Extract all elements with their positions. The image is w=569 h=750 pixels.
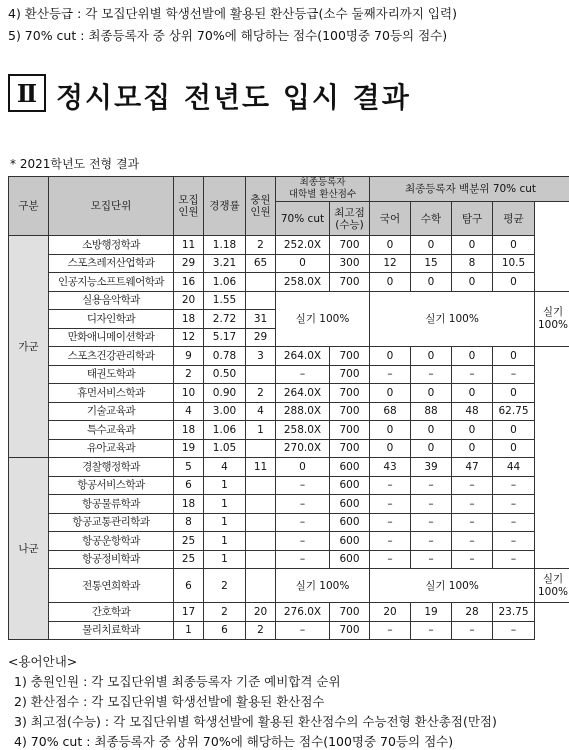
average-cell: 0 (493, 347, 535, 366)
korean-cell: – (370, 365, 411, 384)
table-row (9, 273, 569, 292)
extra-cell (246, 550, 276, 569)
practical-percentile-cell: 실기 100% (370, 291, 535, 347)
max-cell: 700 (330, 273, 370, 292)
practical-score-cell: 실기 100% (276, 569, 370, 603)
korean-cell: – (370, 476, 411, 495)
table-row (9, 254, 569, 273)
quota-cell: 18 (174, 495, 204, 514)
korean-cell: – (370, 532, 411, 551)
unit-name: 인공지능소프트웨어학과 (49, 273, 174, 292)
inquiry-cell: – (452, 495, 493, 514)
quota-cell: 8 (174, 513, 204, 532)
average-cell: – (493, 532, 535, 551)
korean-cell: – (370, 513, 411, 532)
max-cell: 700 (330, 421, 370, 440)
header-unit: 모집단위 (49, 177, 174, 236)
competition-cell: 1 (204, 550, 246, 569)
unit-name: 만화애니메이션학과 (49, 328, 174, 347)
table-row (9, 532, 569, 551)
korean-cell: 68 (370, 402, 411, 421)
extra-cell: 20 (246, 603, 276, 622)
competition-cell: 4 (204, 458, 246, 477)
table-row (9, 621, 569, 640)
average-cell: – (493, 365, 535, 384)
cut-cell: – (276, 513, 330, 532)
max-cell: 600 (330, 476, 370, 495)
extra-cell (246, 291, 276, 310)
max-cell: 700 (330, 621, 370, 640)
competition-cell: 6 (204, 621, 246, 640)
math-cell: 0 (411, 439, 452, 458)
inquiry-cell: 47 (452, 458, 493, 477)
competition-cell: 3.00 (204, 402, 246, 421)
quota-cell: 20 (174, 291, 204, 310)
header-math: 수학 (411, 202, 452, 236)
quota-cell: 25 (174, 532, 204, 551)
unit-name: 전통연희학과 (49, 569, 174, 603)
cut-cell: 288.0X (276, 402, 330, 421)
unit-name: 항공서비스학과 (49, 476, 174, 495)
korean-cell: 0 (370, 439, 411, 458)
quota-cell: 16 (174, 273, 204, 292)
top-note-4: 4) 환산등급 : 각 모집단위별 학생선발에 활용된 환산등급(소수 둘째자리까지 입력) (8, 4, 457, 22)
practical-average-cell: 실기 100% (535, 569, 569, 603)
cut-cell: 252.0X (276, 236, 330, 255)
unit-name: 항공운항학과 (49, 532, 174, 551)
math-cell: – (411, 495, 452, 514)
table-row (9, 384, 569, 403)
math-cell: 0 (411, 347, 452, 366)
table-row (9, 569, 569, 603)
competition-cell: 1.05 (204, 439, 246, 458)
competition-cell: 1 (204, 476, 246, 495)
inquiry-cell: 8 (452, 254, 493, 273)
quota-cell: 18 (174, 421, 204, 440)
table-row (9, 550, 569, 569)
inquiry-cell: – (452, 476, 493, 495)
cut-cell: – (276, 495, 330, 514)
header-final-score: 최종등록자 대학별 환산점수 (276, 177, 370, 202)
korean-cell: 0 (370, 384, 411, 403)
competition-cell: 1 (204, 513, 246, 532)
unit-name: 실용음악학과 (49, 291, 174, 310)
inquiry-cell: – (452, 621, 493, 640)
top-note-5: 5) 70% cut : 최종등록자 중 상위 70%에 해당하는 점수(100명중 70등의 점수) (8, 26, 447, 44)
competition-cell: 1 (204, 532, 246, 551)
cut-cell: – (276, 476, 330, 495)
max-cell: 700 (330, 402, 370, 421)
table-row (9, 458, 569, 477)
korean-cell: – (370, 621, 411, 640)
unit-name: 항공정비학과 (49, 550, 174, 569)
unit-name: 물리치료학과 (49, 621, 174, 640)
quota-cell: 2 (174, 365, 204, 384)
extra-cell (246, 569, 276, 603)
table-row (9, 291, 569, 310)
extra-cell: 2 (246, 384, 276, 403)
unit-name: 디자인학과 (49, 310, 174, 329)
math-cell: – (411, 532, 452, 551)
quota-cell: 29 (174, 254, 204, 273)
competition-cell: 2 (204, 603, 246, 622)
inquiry-cell: 0 (452, 384, 493, 403)
inquiry-cell: 0 (452, 421, 493, 440)
header-average: 평균 (493, 202, 535, 236)
average-cell: 44 (493, 458, 535, 477)
header-inquiry: 탐구 (452, 202, 493, 236)
quota-cell: 17 (174, 603, 204, 622)
max-cell: 700 (330, 439, 370, 458)
math-cell: – (411, 550, 452, 569)
average-cell: – (493, 621, 535, 640)
max-cell: 700 (330, 347, 370, 366)
cut-cell: 264.0X (276, 384, 330, 403)
korean-cell: 12 (370, 254, 411, 273)
inquiry-cell: 0 (452, 273, 493, 292)
math-cell: 0 (411, 384, 452, 403)
unit-name: 항공물류학과 (49, 495, 174, 514)
cut-cell: – (276, 621, 330, 640)
average-cell: 10.5 (493, 254, 535, 273)
inquiry-cell: – (452, 532, 493, 551)
quota-cell: 11 (174, 236, 204, 255)
math-cell: 0 (411, 273, 452, 292)
math-cell: 15 (411, 254, 452, 273)
table-row (9, 476, 569, 495)
table-row (9, 421, 569, 440)
unit-name: 소방행정학과 (49, 236, 174, 255)
inquiry-cell: 0 (452, 439, 493, 458)
max-cell: 700 (330, 603, 370, 622)
average-cell: – (493, 513, 535, 532)
table-row (9, 439, 569, 458)
cut-cell: 258.0X (276, 273, 330, 292)
unit-name: 태권도학과 (49, 365, 174, 384)
extra-cell: 65 (246, 254, 276, 273)
unit-name: 휴먼서비스학과 (49, 384, 174, 403)
section-numeral: Ⅱ (8, 74, 46, 112)
cut-cell: 0 (276, 254, 330, 273)
header-extra: 충원 인원 (246, 177, 276, 236)
korean-cell: 0 (370, 347, 411, 366)
extra-cell (246, 439, 276, 458)
competition-cell: 1.55 (204, 291, 246, 310)
quota-cell: 1 (174, 621, 204, 640)
average-cell: – (493, 550, 535, 569)
unit-name: 경찰행정학과 (49, 458, 174, 477)
max-cell: 600 (330, 495, 370, 514)
competition-cell: 1.18 (204, 236, 246, 255)
math-cell: – (411, 476, 452, 495)
competition-cell: 2 (204, 569, 246, 603)
korean-cell: – (370, 495, 411, 514)
korean-cell: 0 (370, 421, 411, 440)
math-cell: – (411, 365, 452, 384)
unit-name: 특수교육과 (49, 421, 174, 440)
admission-results-table (8, 176, 569, 640)
inquiry-cell: 0 (452, 347, 493, 366)
quota-cell: 9 (174, 347, 204, 366)
quota-cell: 18 (174, 310, 204, 329)
header-group: 구분 (9, 177, 49, 236)
cut-cell: 0 (276, 458, 330, 477)
competition-cell: 3.21 (204, 254, 246, 273)
extra-cell: 11 (246, 458, 276, 477)
max-cell: 600 (330, 458, 370, 477)
group-label: 가군 (9, 236, 49, 458)
korean-cell: 0 (370, 273, 411, 292)
cut-cell: 276.0X (276, 603, 330, 622)
quota-cell: 4 (174, 402, 204, 421)
quota-cell: 6 (174, 569, 204, 603)
inquiry-cell: 0 (452, 236, 493, 255)
math-cell: – (411, 621, 452, 640)
korean-cell: 0 (370, 236, 411, 255)
extra-cell: 29 (246, 328, 276, 347)
average-cell: 0 (493, 384, 535, 403)
table-row (9, 236, 569, 255)
unit-name: 항공교통관리학과 (49, 513, 174, 532)
inquiry-cell: 48 (452, 402, 493, 421)
inquiry-cell: 28 (452, 603, 493, 622)
table-subtitle: * 2021학년도 전형 결과 (10, 155, 139, 172)
header-quota: 모집 인원 (174, 177, 204, 236)
unit-name: 스포츠레저산업학과 (49, 254, 174, 273)
max-cell: 700 (330, 236, 370, 255)
header-korean: 국어 (370, 202, 411, 236)
quota-cell: 19 (174, 439, 204, 458)
korean-cell: – (370, 550, 411, 569)
unit-name: 기술교육과 (49, 402, 174, 421)
korean-cell: 20 (370, 603, 411, 622)
header-row-1 (9, 177, 569, 202)
competition-cell: 5.17 (204, 328, 246, 347)
math-cell: – (411, 513, 452, 532)
unit-name: 간호학과 (49, 603, 174, 622)
max-cell: 700 (330, 384, 370, 403)
average-cell: 23.75 (493, 603, 535, 622)
competition-cell: 0.50 (204, 365, 246, 384)
extra-cell (246, 513, 276, 532)
extra-cell (246, 273, 276, 292)
competition-cell: 0.78 (204, 347, 246, 366)
cut-cell: – (276, 532, 330, 551)
average-cell: 62.75 (493, 402, 535, 421)
competition-cell: 2.72 (204, 310, 246, 329)
table-row (9, 513, 569, 532)
extra-cell: 31 (246, 310, 276, 329)
table-row (9, 347, 569, 366)
glossary-item-2: 2) 환산점수 : 각 모집단위별 학생선발에 활용된 환산점수 (14, 692, 325, 710)
inquiry-cell: – (452, 513, 493, 532)
competition-cell: 1.06 (204, 421, 246, 440)
glossary-item-1: 1) 충원인원 : 각 모집단위별 최종등록자 기준 예비합격 순위 (14, 672, 341, 690)
cut-cell: – (276, 365, 330, 384)
practical-score-cell: 실기 100% (276, 291, 370, 347)
average-cell: 0 (493, 236, 535, 255)
extra-cell: 2 (246, 236, 276, 255)
max-cell: 600 (330, 532, 370, 551)
practical-percentile-cell: 실기 100% (370, 569, 535, 603)
quota-cell: 10 (174, 384, 204, 403)
header-competition: 경쟁률 (204, 177, 246, 236)
header-max-score: 최고점 (수능) (330, 202, 370, 236)
quota-cell: 6 (174, 476, 204, 495)
max-cell: 300 (330, 254, 370, 273)
extra-cell (246, 476, 276, 495)
glossary-item-4: 4) 70% cut : 최종등록자 중 상위 70%에 해당하는 점수(100명중 70등의 점수) (14, 732, 453, 750)
table-row (9, 365, 569, 384)
average-cell: 0 (493, 421, 535, 440)
max-cell: 600 (330, 513, 370, 532)
practical-average-cell: 실기 100% (535, 291, 569, 347)
extra-cell: 4 (246, 402, 276, 421)
math-cell: 88 (411, 402, 452, 421)
glossary-title: <용어안내> (8, 652, 77, 670)
extra-cell (246, 365, 276, 384)
cut-cell: – (276, 550, 330, 569)
unit-name: 스포츠건강관리학과 (49, 347, 174, 366)
max-cell: 600 (330, 550, 370, 569)
average-cell: – (493, 476, 535, 495)
inquiry-cell: – (452, 365, 493, 384)
quota-cell: 25 (174, 550, 204, 569)
cut-cell: 258.0X (276, 421, 330, 440)
math-cell: 0 (411, 236, 452, 255)
competition-cell: 1 (204, 495, 246, 514)
section-title: 정시모집 전년도 입시 결과 (56, 76, 411, 116)
extra-cell (246, 532, 276, 551)
extra-cell: 3 (246, 347, 276, 366)
glossary-item-3: 3) 최고점(수능) : 각 모집단위별 학생선발에 활용된 환산점수의 수능전형 환산총점(만점) (14, 712, 497, 730)
max-cell: 700 (330, 365, 370, 384)
math-cell: 39 (411, 458, 452, 477)
average-cell: 0 (493, 273, 535, 292)
korean-cell: 43 (370, 458, 411, 477)
competition-cell: 0.90 (204, 384, 246, 403)
average-cell: 0 (493, 439, 535, 458)
header-percentile: 최종등록자 백분위 70% cut (370, 177, 569, 202)
math-cell: 0 (411, 421, 452, 440)
extra-cell (246, 495, 276, 514)
table-row (9, 402, 569, 421)
quota-cell: 12 (174, 328, 204, 347)
unit-name: 유아교육과 (49, 439, 174, 458)
cut-cell: 270.0X (276, 439, 330, 458)
group-label: 나군 (9, 458, 49, 640)
quota-cell: 5 (174, 458, 204, 477)
table-row (9, 603, 569, 622)
average-cell: – (493, 495, 535, 514)
competition-cell: 1.06 (204, 273, 246, 292)
header-cut70: 70% cut (276, 202, 330, 236)
table-row (9, 495, 569, 514)
inquiry-cell: – (452, 550, 493, 569)
extra-cell: 2 (246, 621, 276, 640)
math-cell: 19 (411, 603, 452, 622)
cut-cell: 264.0X (276, 347, 330, 366)
extra-cell: 1 (246, 421, 276, 440)
